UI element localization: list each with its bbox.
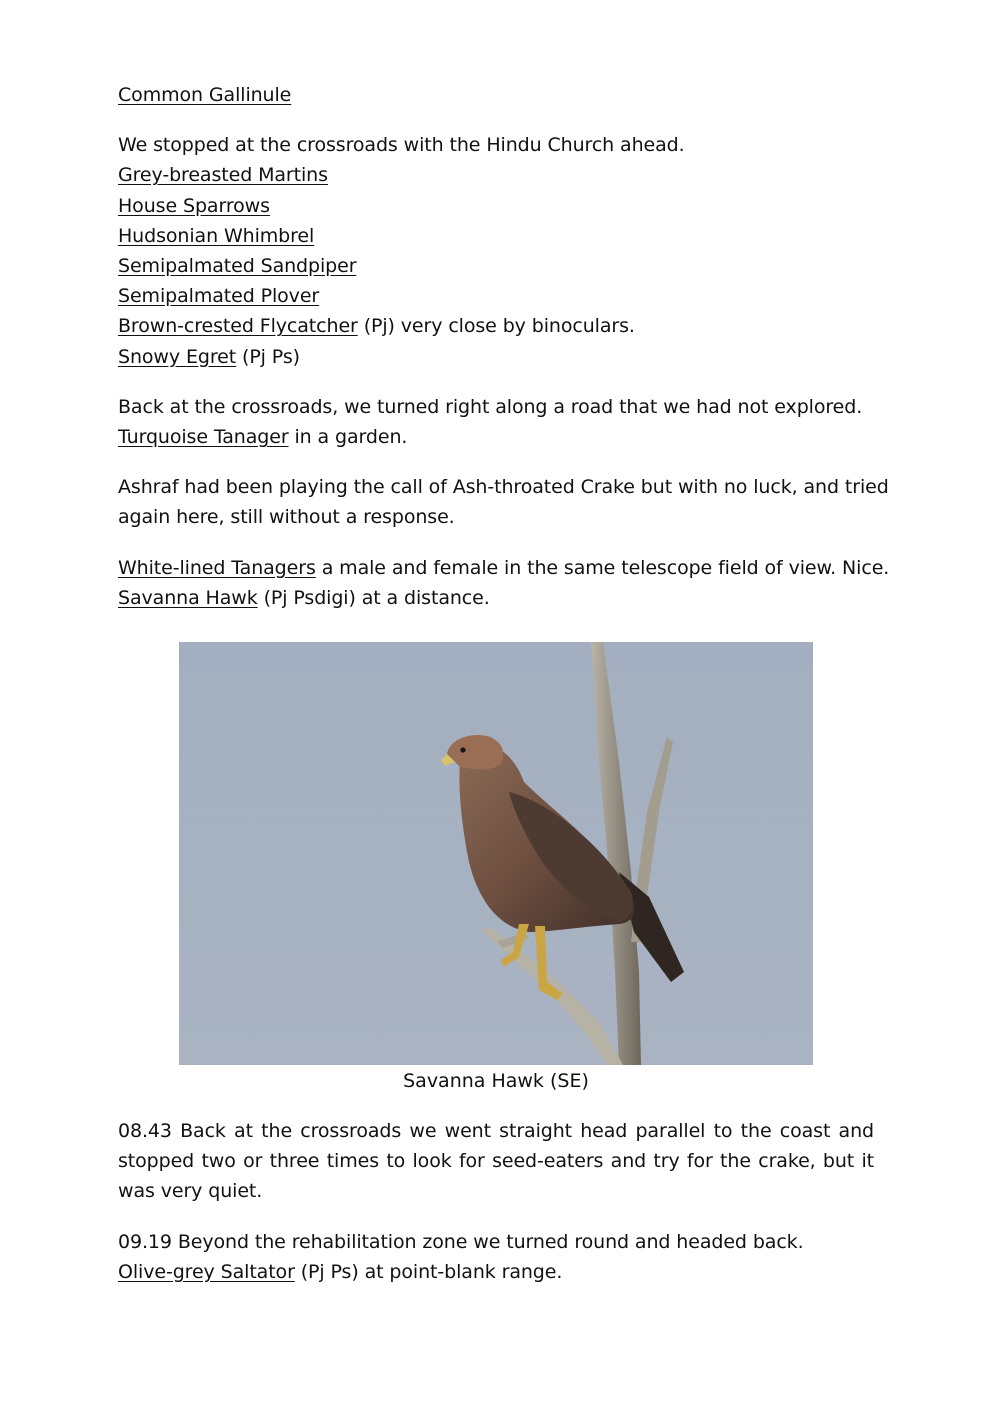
bird-list-item	[118, 422, 874, 452]
bird-list-item	[118, 583, 874, 613]
crake-line-1: Ashraf had been playing the call of Ash-throated Crake but with no luck, and tried	[118, 476, 889, 499]
bird-list-item	[118, 221, 874, 251]
bird-link-semipalmated-plover[interactable]: Semipalmated Plover	[118, 285, 320, 308]
bird-note: (Pj) very close by binoculars.	[357, 315, 635, 338]
savanna-hawk-photo	[179, 642, 813, 1065]
report-page-bottom	[118, 1116, 874, 1307]
bird-note: (Pj Psdigi) at a distance.	[257, 586, 490, 609]
bird-list-item	[118, 342, 874, 372]
bird-list-item	[118, 251, 874, 281]
report-page-top	[118, 80, 890, 633]
bird-link-olive-grey-saltator[interactable]: Olive-grey Saltator	[118, 1260, 295, 1283]
bird-link-white-lined-tanagers[interactable]: White-lined Tanagers	[118, 556, 316, 579]
section-heading-paragraph	[118, 80, 874, 110]
entry-0919-text: 09.19 Beyond the rehabilitation zone we turned round and headed back.	[118, 1230, 804, 1253]
hawk-eye	[460, 747, 465, 752]
bird-list-item	[118, 311, 874, 341]
bird-link-savanna-hawk[interactable]: Savanna Hawk	[118, 586, 258, 609]
back-road-paragraph	[118, 392, 874, 452]
bird-list-item	[118, 160, 874, 190]
bird-link-hudsonian-whimbrel[interactable]: Hudsonian Whimbrel	[118, 224, 315, 247]
bird-link-grey-breasted-martins[interactable]: Grey-breasted Martins	[118, 164, 328, 187]
bird-link-semipalmated-sandpiper[interactable]: Semipalmated Sandpiper	[118, 255, 357, 278]
crossroads-paragraph	[118, 130, 874, 372]
bird-link-snowy-egret[interactable]: Snowy Egret	[118, 345, 237, 368]
bird-note: (Pj Ps)	[236, 345, 300, 368]
crake-paragraph	[118, 472, 889, 532]
tanagers-paragraph	[118, 553, 890, 613]
photo-caption: Savanna Hawk (SE)	[403, 1070, 589, 1092]
bird-list-item	[118, 553, 890, 583]
bird-link-turquoise-tanager[interactable]: Turquoise Tanager	[118, 426, 289, 449]
crossroads-intro: We stopped at the crossroads with the Hindu Church ahead.	[118, 134, 685, 157]
bird-link-brown-crested-flycatcher[interactable]: Brown-crested Flycatcher	[118, 315, 358, 338]
bird-note: a male and female in the same telescope field of view. Nice.	[315, 556, 890, 579]
bird-list-item	[118, 191, 874, 221]
heading-common-gallinule: Common Gallinule	[118, 84, 292, 106]
crake-line-2: again here, still without a response.	[118, 506, 455, 529]
bird-note: (Pj Ps) at point-blank range.	[294, 1260, 563, 1283]
back-road-text: Back at the crossroads, we turned right along a road that we had not explored.	[118, 395, 863, 418]
bird-link-house-sparrows[interactable]: House Sparrows	[118, 194, 270, 217]
bird-list-item	[118, 281, 874, 311]
entry-0843: 08.43 Back at the crossroads we went straight head parallel to the coast and stopped two or three times to look for seed-eaters and try for the crake, but it was very quiet.	[118, 1120, 874, 1203]
entry-0919-paragraph	[118, 1227, 874, 1287]
bird-list-item	[118, 1257, 874, 1287]
bird-note: in a garden.	[288, 426, 408, 449]
